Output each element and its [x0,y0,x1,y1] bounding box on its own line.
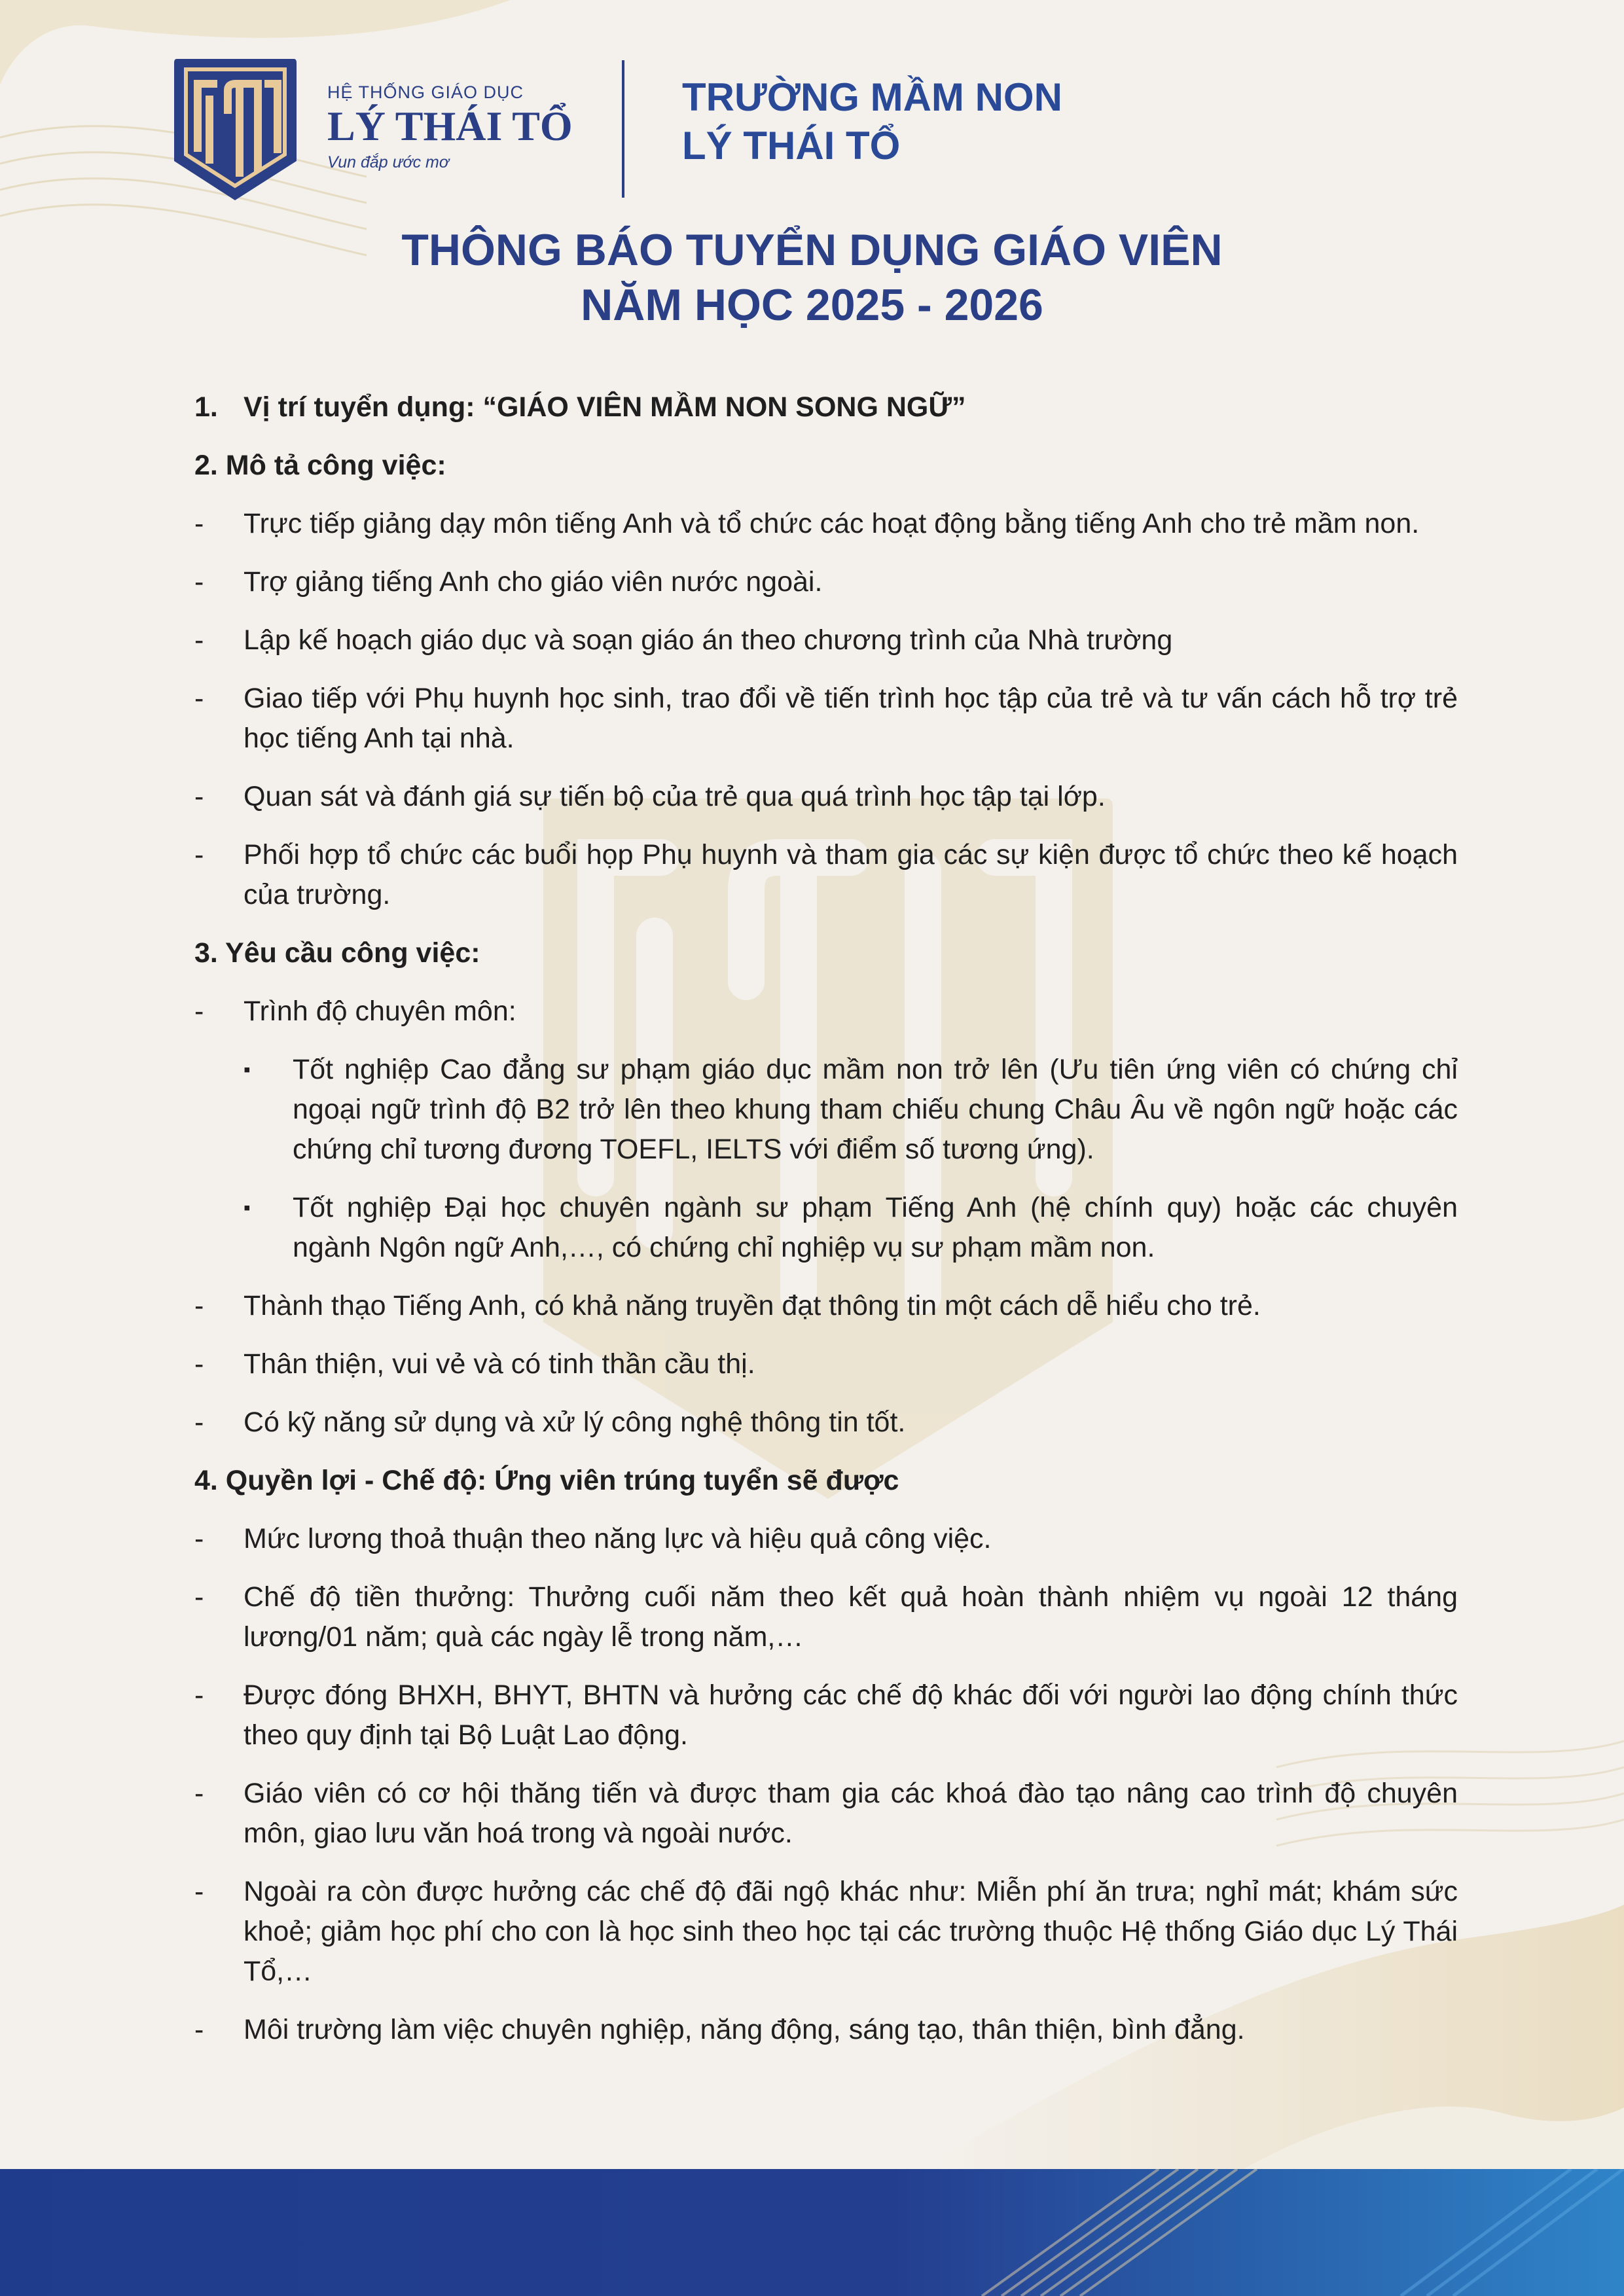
section-3-heading: 3. Yêu cầu công việc: [194,937,480,969]
brand-system-label: HỆ THỐNG GIÁO DỤC [327,82,524,102]
brand-block [327,82,573,172]
list-item-text: Giáo viên có cơ hội thăng tiến và được tham gia các khoá đào tạo nâng cao trình độ chuyên môn, giao lưu văn hoá trong và ngoài nước. [244,1778,1458,1849]
list-item-text: Phối hợp tổ chức các buổi họp Phụ huynh và tham gia các sự kiện được tổ chức theo kế hoạch của trường. [244,839,1458,910]
list-item [194,504,1458,544]
title-line1: THÔNG BÁO TUYỂN DỤNG GIÁO VIÊN [401,225,1223,275]
section-1-number: 1. [194,391,218,423]
dash-marker: - [194,2014,204,2045]
list-item [194,1577,1458,1657]
list-item [194,1872,1458,1992]
list-item [194,1344,1458,1384]
document-body [194,387,1458,2050]
list-item-text: Có kỹ năng sử dụng và xử lý công nghệ thông tin tốt. [244,1407,906,1438]
dash-marker: - [194,1581,204,1613]
list-item-text: Thân thiện, vui vẻ và có tinh thần cầu thị. [244,1348,755,1380]
list-item-text: Giao tiếp với Phụ huynh học sinh, trao đổi về tiến trình học tập của trẻ và tư vấn cách hỗ trợ trẻ học tiếng Anh tại nhà. [244,683,1458,754]
sub-list-item [194,1050,1458,1170]
list-item-text: Mức lương thoả thuận theo năng lực và hiệu quả công việc. [244,1523,992,1554]
dash-marker: - [194,566,204,598]
dash-marker: - [194,1407,204,1438]
list-item-text: Được đóng BHXH, BHYT, BHTN và hưởng các chế độ khác đối với người lao động chính thức theo quy định tại Bộ Luật Lao động. [244,1679,1458,1751]
dash-marker: - [194,1876,204,1907]
list-item [194,992,1458,1031]
page-header [171,56,1415,200]
brand-slogan: Vun đắp ước mơ [327,153,449,172]
sub-list-item [194,1188,1458,1268]
section-1-heading [194,387,1458,427]
dash-marker: - [194,1778,204,1809]
section-2-heading: 2. Mô tả công việc: [194,450,446,481]
section-1-title: Vị trí tuyển dụng: “GIÁO VIÊN MẦM NON SONG NGỮ” [244,391,966,423]
title-line2: NĂM HỌC 2025 - 2026 [581,280,1043,330]
list-item-text: Thành thạo Tiếng Anh, có khả năng truyền đạt thông tin một cách dễ hiểu cho trẻ. [244,1290,1261,1321]
square-bullet-icon: ▪ [244,1197,251,1219]
list-item-text: Trực tiếp giảng dạy môn tiếng Anh và tổ chức các hoạt động bằng tiếng Anh cho trẻ mầm non. [244,508,1420,539]
list-item [194,1403,1458,1443]
list-item-text: Ngoài ra còn được hưởng các chế độ đãi ngộ khác như: Miễn phí ăn trưa; nghỉ mát; khám sức khoẻ; giảm học phí cho con là học sinh theo học tại các trường thuộc Hệ thống Giáo dục Lý Thái Tổ,… [244,1876,1458,1987]
list-item [194,620,1458,660]
brand-name: LÝ THÁI TỔ [327,103,573,149]
list-item [194,2010,1458,2050]
list-item [194,777,1458,817]
list-item [194,1519,1458,1559]
list-item-text: Quan sát và đánh giá sự tiến bộ của trẻ qua quá trình học tập tại lớp. [244,781,1106,812]
section-4-heading: 4. Quyền lợi - Chế độ: Ứng viên trúng tuyển sẽ được [194,1465,899,1496]
dash-marker: - [194,1523,204,1554]
list-item [194,562,1458,602]
dash-marker: - [194,781,204,812]
school-name [682,73,1062,170]
footer-band [0,2169,1624,2296]
list-item-text: Chế độ tiền thưởng: Thưởng cuối năm theo kết quả hoàn thành nhiệm vụ ngoài 12 tháng lương/01 năm; quà các ngày lễ trong năm,… [244,1581,1458,1653]
dash-marker: - [194,624,204,656]
square-bullet-icon: ▪ [244,1059,251,1081]
dash-marker: - [194,996,204,1027]
dash-marker: - [194,508,204,539]
list-item-text: Môi trường làm việc chuyên nghiệp, năng động, sáng tạo, thân thiện, bình đẳng. [244,2014,1245,2045]
list-item [194,679,1458,759]
dash-marker: - [194,839,204,870]
dash-marker: - [194,1290,204,1321]
school-logo-icon [171,56,299,202]
school-name-line1: TRƯỜNG MẦM NON [682,75,1062,119]
page-title [0,223,1624,332]
list-item [194,1676,1458,1755]
list-item-text: Trợ giảng tiếng Anh cho giáo viên nước ngoài. [244,566,823,598]
list-item [194,1286,1458,1326]
sub-list-item-text: Tốt nghiệp Đại học chuyên ngành sư phạm Tiếng Anh (hệ chính quy) hoặc các chuyên ngành Ngôn ngữ Anh,…, có chứng chỉ nghiệp vụ sư phạm mầm non. [293,1192,1458,1263]
dash-marker: - [194,1348,204,1380]
list-item-text: Lập kế hoạch giáo dục và soạn giáo án theo chương trình của Nhà trường [244,624,1173,656]
list-item [194,1774,1458,1854]
dash-marker: - [194,683,204,714]
school-name-line2: LÝ THÁI TỔ [682,124,901,168]
dash-marker: - [194,1679,204,1711]
header-divider [622,60,624,198]
list-item [194,835,1458,915]
sub-list-item-text: Tốt nghiệp Cao đẳng sư phạm giáo dục mầm non trở lên (Ưu tiên ứng viên có chứng chỉ ngoại ngữ trình độ B2 trở lên theo khung tham chiếu chung Châu Âu về ngôn ngữ hoặc các chứng chỉ tương đương TOEFL, IELTS với điểm số tương ứng). [293,1054,1458,1165]
list-item-text: Trình độ chuyên môn: [244,996,516,1027]
